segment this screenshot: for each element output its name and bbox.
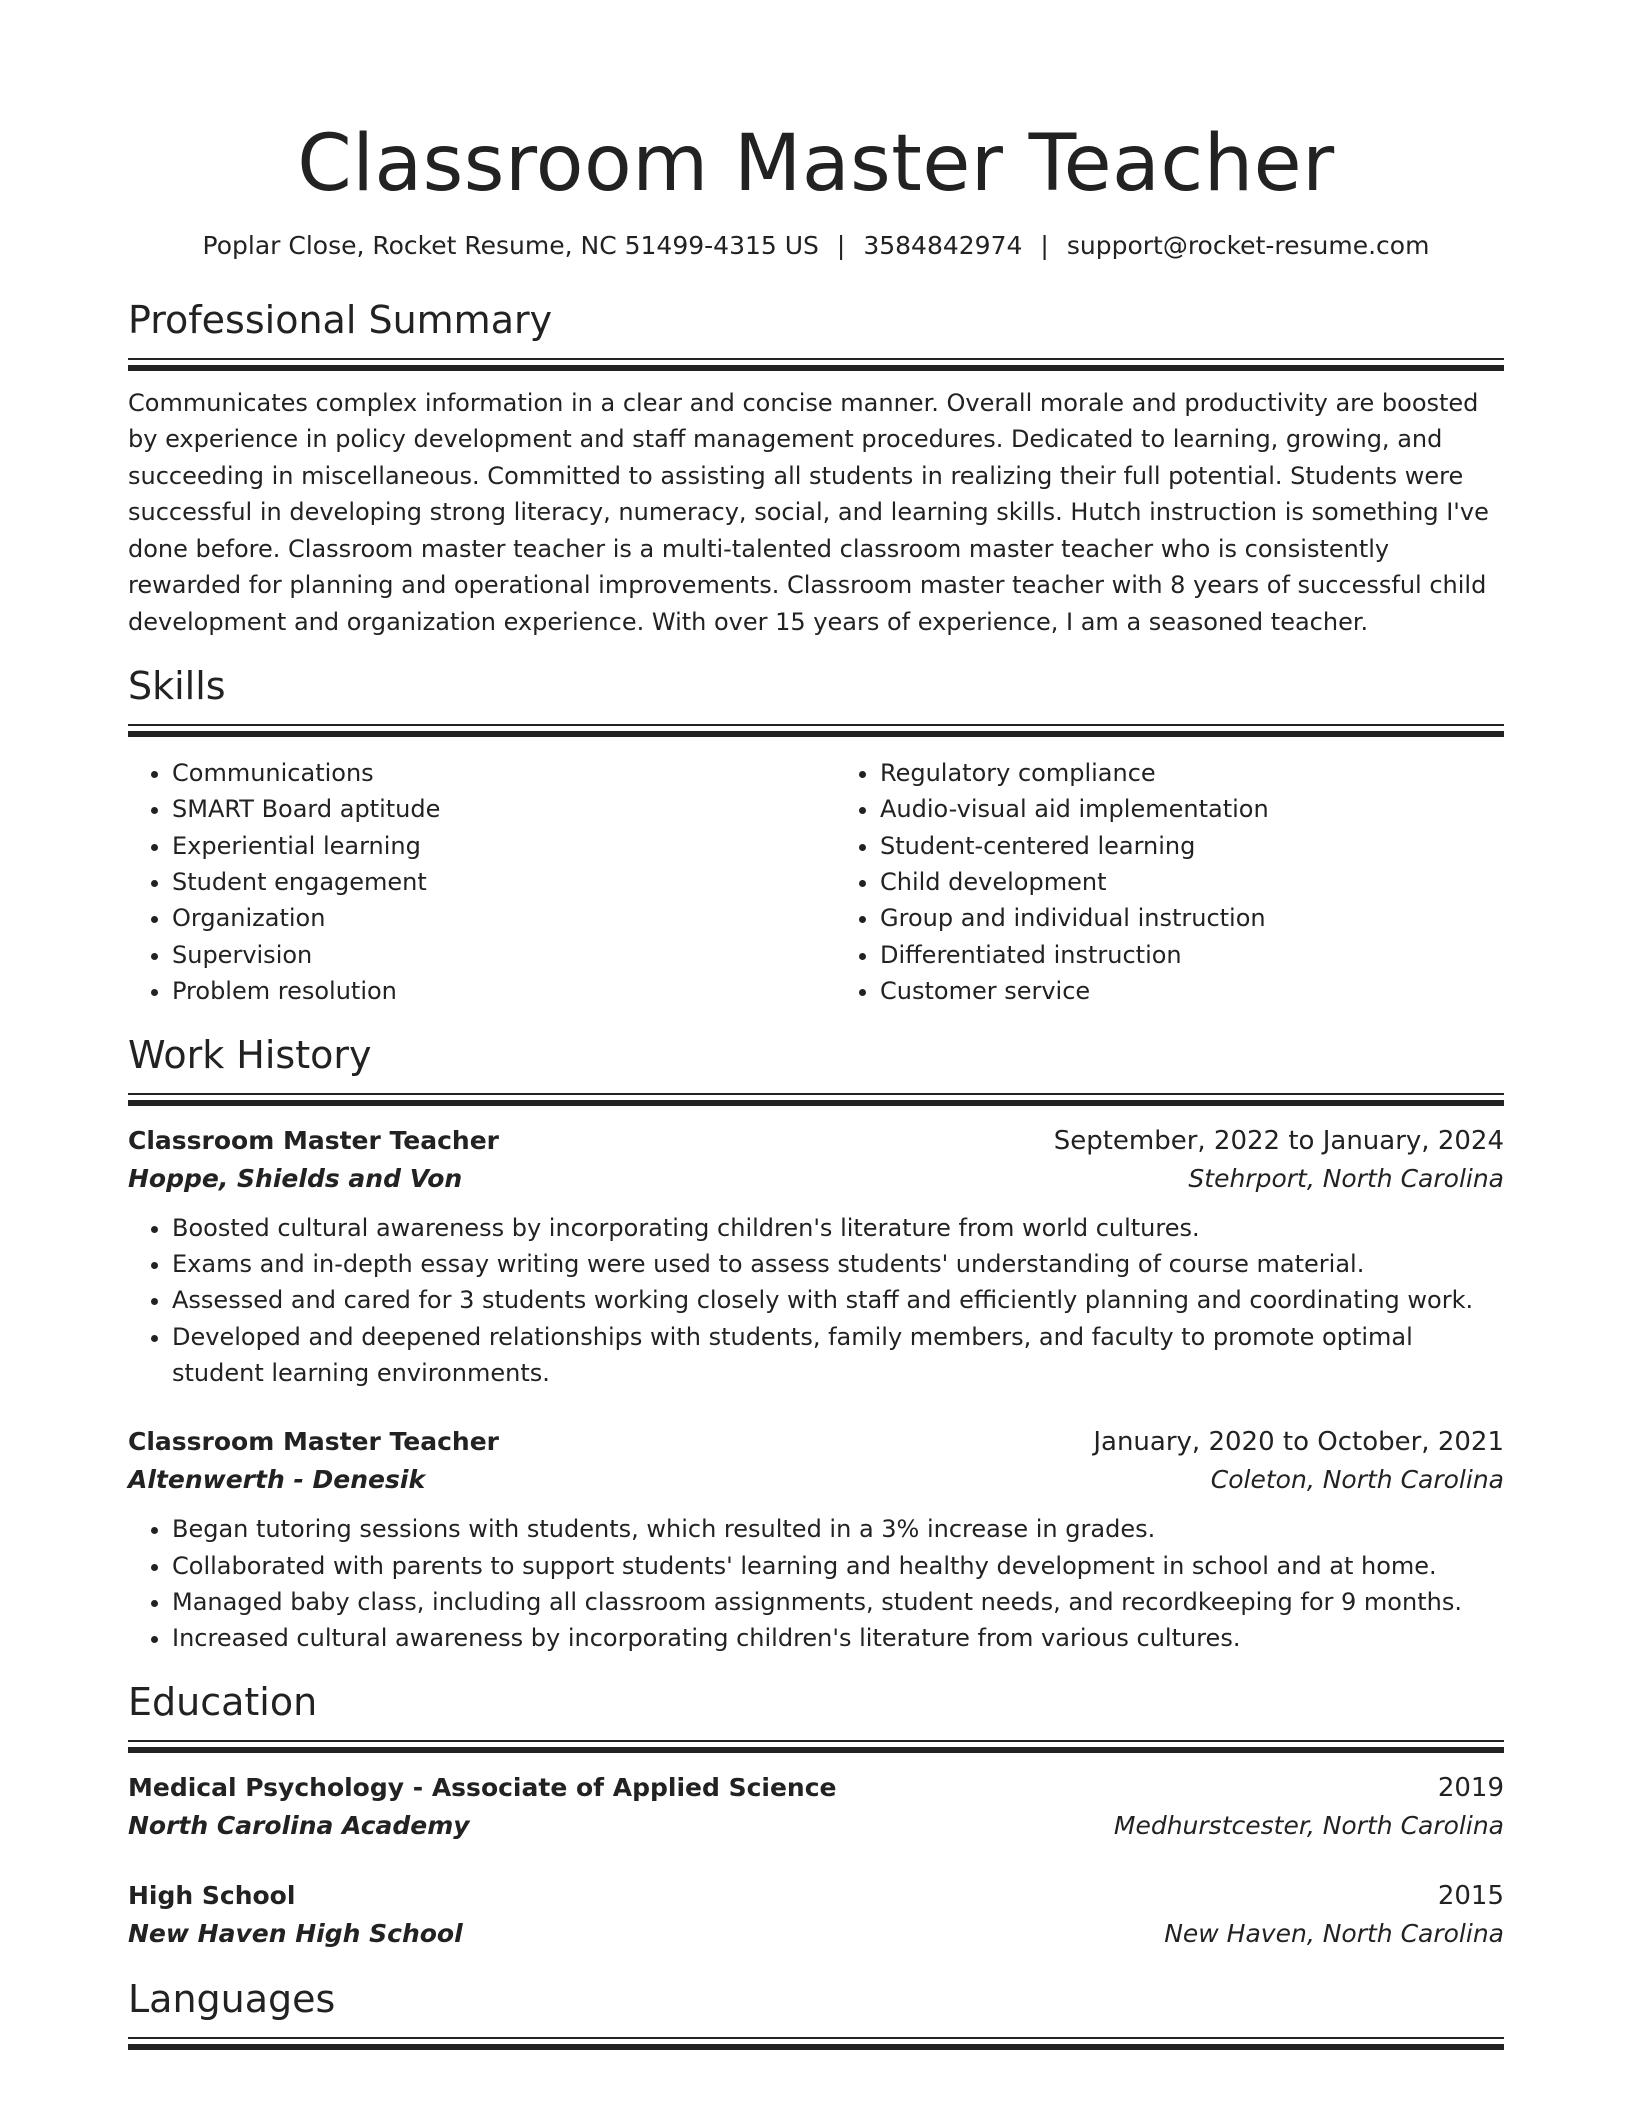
section-divider	[128, 724, 1504, 737]
job-dates: January, 2020 to October, 2021	[1093, 1427, 1504, 1458]
job-bullet: • Assessed and cared for 3 students working closely with staff and efficiently planning and coordinating work.	[172, 1282, 1504, 1318]
job-entry	[128, 1423, 1504, 1656]
job-bullet: • Boosted cultural awareness by incorporating children's literature from world cultures.	[172, 1210, 1504, 1246]
section-divider	[128, 1740, 1504, 1753]
education-degree: Medical Psychology - Associate of Applied Science	[128, 1773, 837, 1803]
job-subheader	[128, 1461, 1504, 1499]
job-location: Coleton, North Carolina	[1210, 1465, 1504, 1495]
section-title-work-history: Work History	[128, 1033, 372, 1078]
contact-separator: |	[1040, 230, 1049, 260]
contact-phone: 3584842974	[863, 230, 1023, 260]
languages-section	[128, 1977, 1504, 2050]
skill-item: • Problem resolution	[172, 973, 796, 1009]
section-title-skills: Skills	[128, 664, 226, 709]
education-school: North Carolina Academy	[128, 1811, 470, 1841]
skill-item: • Customer service	[880, 973, 1504, 1009]
summary-text: Communicates complex information in a clear and concise manner. Overall morale and productivity are boosted by experience in policy development and staff management procedures. Dedicated to learning, growing, and succeeding in miscellaneous. Committed to assisting all students in realizing their full potential. Students were successful in developing strong literacy, numeracy, social, and learning skills. Hutch instruction is something I've done before. Classroom master teacher is a multi-talented classroom master teacher who is consistently rewarded for planning and operational improvements. Classroom master teacher with 8 years of successful child development and organization experience. With over 15 years of experience, I am a seasoned teacher.	[128, 388, 1489, 636]
skill-item: • Differentiated instruction	[880, 937, 1504, 973]
contact-separator: |	[836, 230, 846, 260]
education-location: Medhurstcester, North Carolina	[1113, 1811, 1504, 1841]
job-header	[128, 1423, 1504, 1461]
skill-item: • Child development	[880, 864, 1504, 900]
job-header	[128, 1122, 1504, 1160]
skills-list-left	[128, 755, 796, 1009]
skills-section	[128, 664, 1504, 1009]
skill-item: • Audio-visual aid implementation	[880, 791, 1504, 827]
education-year: 2015	[1437, 1881, 1504, 1912]
skill-item: • Regulatory compliance	[880, 755, 1504, 791]
skill-item: • Student-centered learning	[880, 828, 1504, 864]
skill-item: • Communications	[172, 755, 796, 791]
education-entry	[128, 1769, 1504, 1845]
job-company: Altenwerth - Denesik	[128, 1465, 426, 1495]
job-entry	[128, 1122, 1504, 1391]
job-bullet: • Increased cultural awareness by incorporating children's literature from various cultures.	[172, 1620, 1504, 1656]
job-company: Hoppe, Shields and Von	[128, 1163, 463, 1193]
work-history-section	[128, 1033, 1504, 1656]
section-title-education: Education	[128, 1680, 318, 1725]
skill-item: • Experiential learning	[172, 828, 796, 864]
job-bullet: • Developed and deepened relationships with students, family members, and faculty to promote optimal student learning environments.	[172, 1319, 1504, 1392]
education-subheader	[128, 1807, 1504, 1845]
job-dates: September, 2022 to January, 2024	[1053, 1125, 1504, 1156]
skills-list-right	[836, 755, 1504, 1009]
skill-item: • Student engagement	[172, 864, 796, 900]
education-header	[128, 1769, 1504, 1807]
job-title: Classroom Master Teacher	[128, 1427, 500, 1457]
contact-address: Poplar Close, Rocket Resume, NC 51499-4315 US	[202, 230, 819, 260]
candidate-name: Classroom Master Teacher	[297, 119, 1335, 209]
skill-item: • SMART Board aptitude	[172, 791, 796, 827]
education-school: New Haven High School	[128, 1919, 463, 1949]
summary-section	[128, 298, 1504, 640]
section-title-summary: Professional Summary	[128, 298, 553, 343]
skill-item: • Organization	[172, 900, 796, 936]
education-degree: High School	[128, 1881, 296, 1911]
education-subheader	[128, 1915, 1504, 1953]
education-header	[128, 1877, 1504, 1915]
job-bullet: • Began tutoring sessions with students, which resulted in a 3% increase in grades.	[172, 1511, 1504, 1547]
section-divider	[128, 1093, 1504, 1106]
contact-email: support@rocket-resume.com	[1066, 230, 1430, 260]
contact-line	[128, 230, 1504, 263]
job-bullet: • Exams and in-depth essay writing were used to assess students' understanding of course material.	[172, 1246, 1504, 1282]
job-bullet: • Managed baby class, including all classroom assignments, student needs, and recordkeeping for 9 months.	[172, 1584, 1504, 1620]
job-bullet: • Collaborated with parents to support students' learning and healthy development in school and at home.	[172, 1548, 1504, 1584]
job-bullets	[128, 1511, 1504, 1656]
job-location: Stehrport, North Carolina	[1188, 1163, 1504, 1193]
section-divider	[128, 2037, 1504, 2050]
job-subheader	[128, 1160, 1504, 1198]
skills-grid	[128, 755, 1504, 1009]
section-divider	[128, 358, 1504, 371]
section-title-languages: Languages	[128, 1977, 336, 2022]
job-title: Classroom Master Teacher	[128, 1125, 500, 1155]
education-entry	[128, 1877, 1504, 1953]
skill-item: • Group and individual instruction	[880, 900, 1504, 936]
education-year: 2019	[1437, 1773, 1504, 1804]
education-location: New Haven, North Carolina	[1164, 1919, 1504, 1949]
education-section	[128, 1680, 1504, 1953]
skill-item: • Supervision	[172, 937, 796, 973]
job-bullets	[128, 1210, 1504, 1391]
